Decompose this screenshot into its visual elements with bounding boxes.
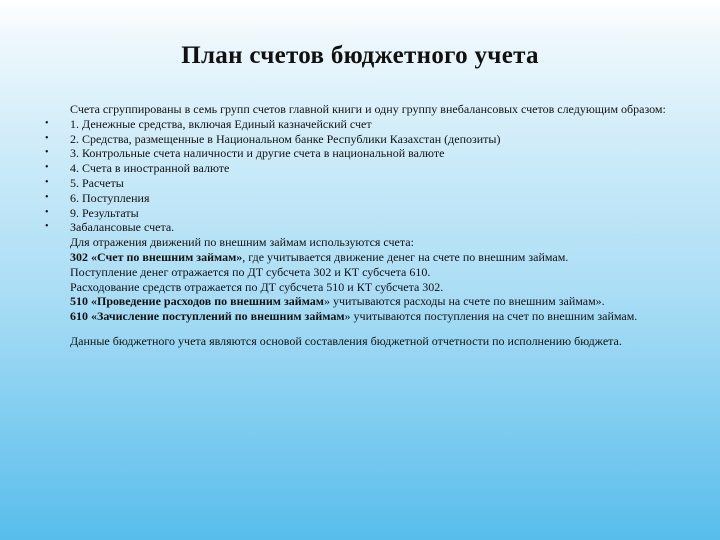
list-item: [45, 146, 670, 161]
bullet-icon: •: [45, 162, 49, 174]
bullet-icon: •: [45, 176, 49, 188]
list-item-text: 9. Результаты: [70, 205, 139, 220]
list-item-text: 6. Поступления: [70, 190, 150, 205]
expense-line: Расходование средств отражается по ДТ субсчета 510 и КТ субсчета 302.: [70, 279, 444, 294]
list-item: [45, 116, 670, 132]
list-item: [45, 205, 670, 221]
list-item-text: 2. Средства, размещенные в Национальном банке Республики Казахстан (депозиты): [70, 131, 501, 146]
list-item-text: 1. Денежные средства, включая Единый казначейский счет: [70, 116, 372, 131]
list-item: [45, 131, 670, 147]
bullet-icon: •: [45, 117, 49, 129]
list-item-text: Забалансовые счета.: [70, 220, 175, 235]
slide-title: План счетов бюджетного учета: [181, 42, 539, 69]
account-302-line: [70, 250, 670, 265]
bullet-icon: •: [45, 206, 49, 218]
account-610-line: [70, 309, 670, 324]
spacer: [70, 324, 670, 334]
account-302-name: 302 «Счет по внешним займам»: [70, 249, 243, 264]
account-510-name: 510 «Проведение расходов по внешним займам: [70, 294, 324, 309]
loans-intro: Для отражения движений по внешним займам используются счета:: [70, 235, 414, 250]
list-item: [45, 161, 670, 176]
slide-content: [45, 102, 670, 349]
account-302-desc: , где учитывается движение денег на счете по внешним займам.: [242, 249, 569, 264]
list-item: [45, 190, 670, 206]
bullet-icon: •: [45, 191, 49, 203]
account-610-name: 610 «Зачисление поступлений по внешним займам: [70, 309, 345, 324]
list-item-text: 3. Контрольные счета наличности и другие счета в национальной валюте: [70, 146, 445, 161]
list-item-text: 4. Счета в иностранной валюте: [70, 161, 230, 176]
bullet-icon: •: [45, 221, 49, 233]
bullet-icon: •: [45, 132, 49, 144]
conclusion-text: Данные бюджетного учета являются основой составления бюджетной отчетности по исполнению бюджета.: [70, 333, 622, 348]
account-510-line: [70, 294, 670, 309]
list-item-text: 5. Расчеты: [70, 175, 124, 190]
receipt-line: Поступление денег отражается по ДТ субсчета 302 и КТ субсчета 610.: [70, 264, 431, 279]
intro-text: Счета сгруппированы в семь групп счетов главной книги и одну группу внебалансовых счетов следующим образом:: [70, 102, 666, 116]
account-510-desc: » учитываются расходы на счете по внешним займам».: [323, 294, 605, 309]
bullet-icon: •: [45, 147, 49, 159]
list-item: [45, 175, 670, 191]
account-610-desc: » учитываются поступления на счет по внешним займам.: [344, 309, 638, 324]
list-item: [45, 220, 670, 235]
